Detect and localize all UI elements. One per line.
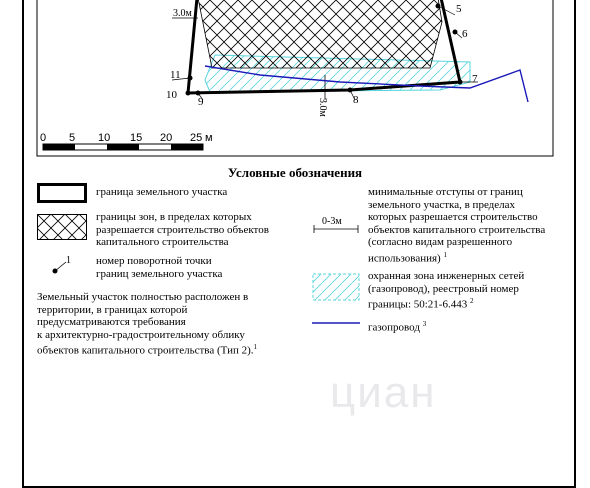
scale-tick-10: 10 (98, 132, 111, 144)
legend-turn-point-line: границ земельного участка (96, 267, 223, 280)
point-label-10: 10 (166, 89, 177, 101)
turn-point-symbol-num: 1 (66, 255, 71, 266)
buildable-zone (198, 0, 442, 68)
legend-title: Условные обозначения (227, 165, 363, 180)
legend-build-zone-line: капитального строительства (96, 236, 229, 248)
build-zone-symbol (37, 214, 87, 240)
legend-setback-line (368, 249, 545, 265)
legend-gas-zone-line: (газопровод), реестровый номер (368, 282, 519, 295)
legend-note-text: объектов капитального строительства (Тип 2). (37, 344, 254, 357)
point-label-8: 8 (353, 94, 359, 106)
watermark: циан (330, 368, 437, 417)
legend-setback-line: минимальные отступы от границ (368, 186, 523, 198)
turn-point-symbol (50, 253, 80, 275)
leader-6 (455, 32, 462, 38)
setback-symbol (312, 211, 362, 235)
scale-bar (40, 132, 213, 150)
scale-tick-5: 5 (69, 132, 76, 144)
point-label-6: 6 (462, 28, 468, 40)
legend-setback-line: земельного участка, в пределах (368, 198, 516, 211)
point-label-5: 5 (456, 3, 462, 15)
scale-tick-0: 0 (40, 132, 47, 144)
legend-gas-pipe-text: газопровод (368, 321, 420, 334)
legend-build-zone-line: границы зон, в пределах которых (96, 211, 252, 223)
legend-gas-pipe (368, 318, 426, 334)
legend-build-zone-line: разрешается строительство объектов (96, 223, 269, 236)
legend-gas-zone-text: границы: 50:21-6.443 (368, 298, 468, 311)
legend-setback-line: объектов капитального строительства (368, 223, 546, 236)
scale-unit: м (205, 132, 213, 144)
legend-gas-zone-line: охранная зона инженерных сетей (368, 270, 525, 282)
point-label-11: 11 (170, 69, 181, 81)
scale-tick-20: 20 (160, 132, 173, 144)
offset-label-bottom: 3.0м (317, 98, 328, 117)
gas-pipe-symbol (312, 318, 362, 328)
legend-build-zone (96, 211, 269, 249)
turn-point-10 (186, 91, 191, 96)
legend-gas-zone (368, 270, 524, 311)
legend-gas-zone-line (368, 295, 524, 311)
offset-label-top: 3.0м (173, 8, 192, 19)
point-label-9: 9 (198, 96, 204, 108)
legend-setback (368, 186, 545, 265)
legend-note-line: к архитектурно-градостроительному облику (37, 328, 245, 341)
legend-note-line: предусматриваются требования (37, 316, 186, 328)
setback-symbol-label: 0-3м (322, 216, 342, 227)
legend-note-sup: 1 (253, 343, 258, 351)
scale-tick-15: 15 (130, 132, 143, 144)
legend-note (37, 291, 257, 357)
legend-setback-text: использования) (368, 252, 441, 265)
legend-gas-pipe-sup: 3 (422, 320, 427, 328)
legend-turn-point (96, 255, 222, 280)
legend-note-line: территории, в границах которой (37, 303, 188, 316)
legend-turn-point-line: номер поворотной точки (96, 255, 212, 267)
legend-setback-sup: 1 (443, 250, 447, 259)
gas-zone-symbol (312, 273, 362, 301)
legend-setback-line: которых разрешается строительство (368, 211, 538, 223)
legend-gas-zone-sup: 2 (469, 297, 474, 305)
point-label-7: 7 (472, 73, 478, 85)
legend-parcel-boundary: граница земельного участка (96, 186, 228, 198)
parcel-boundary-symbol (37, 183, 87, 203)
legend-note-line: Земельный участок полностью расположен в (37, 291, 249, 303)
scale-tick-25: 25 (190, 132, 203, 144)
legend-note-line (37, 341, 257, 357)
legend-setback-line: (согласно видам разрешенного (368, 236, 513, 248)
